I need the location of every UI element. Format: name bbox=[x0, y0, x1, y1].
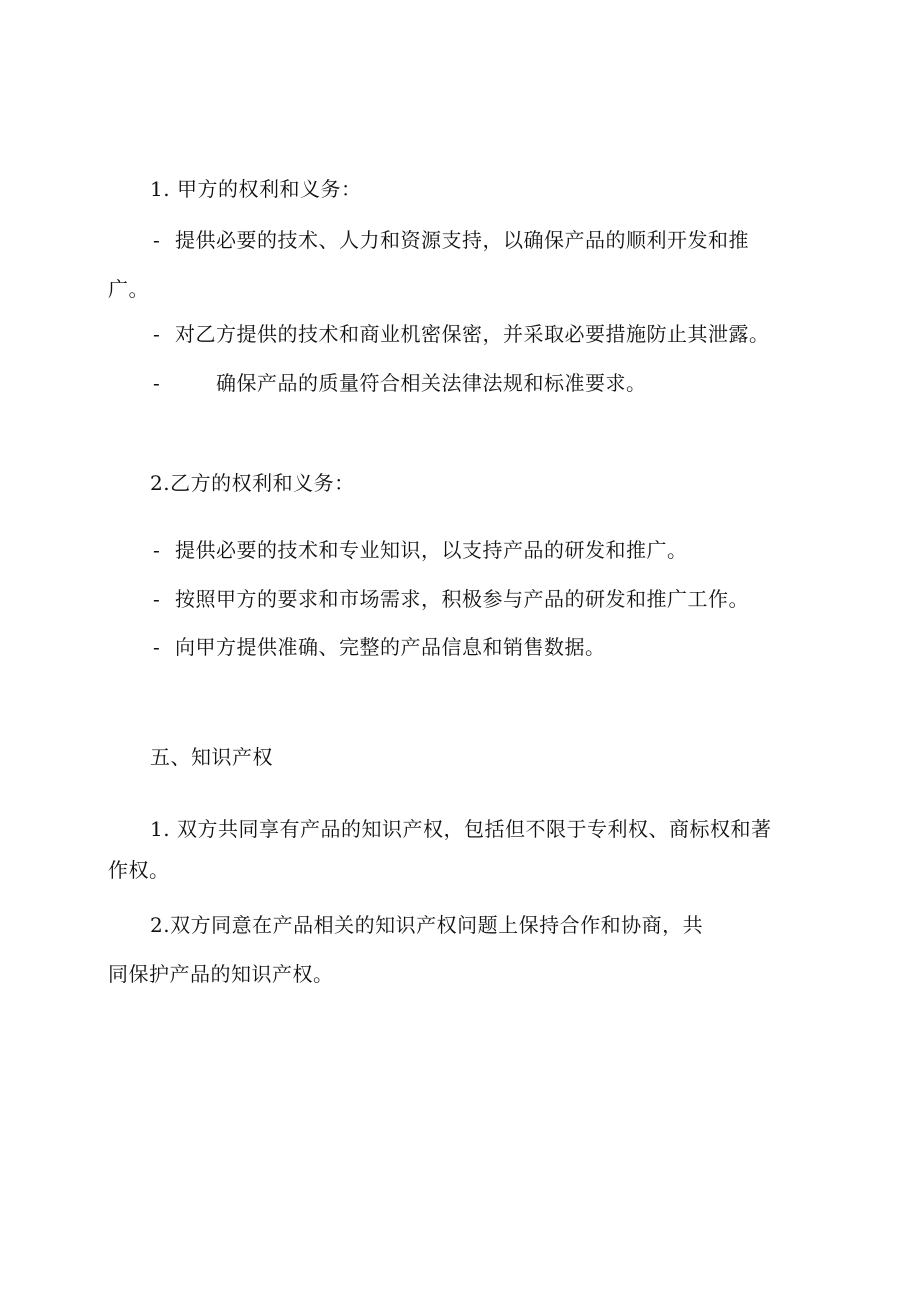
party-a-item-1-text: 提供必要的技术、人力和资源支持，以确保产品的顺利开发和推 bbox=[175, 228, 749, 252]
party-b-heading: 2.乙方的权利和义务： bbox=[150, 471, 355, 495]
party-b-item-2-text: 按照甲方的要求和市场需求，积极参与产品的研发和推广工作。 bbox=[175, 587, 749, 611]
party-b-item-2 bbox=[153, 587, 749, 611]
party-b-item-1 bbox=[153, 538, 688, 562]
bullet-dash: - bbox=[153, 322, 161, 346]
party-a-item-1-continued: 广。 bbox=[108, 277, 149, 301]
party-a-heading: 1. 甲方的权利和义务： bbox=[150, 177, 362, 201]
clause-1-line-2: 作权。 bbox=[108, 858, 170, 882]
section-5-title: 五、知识产权 bbox=[150, 745, 273, 769]
party-b-item-1-text: 提供必要的技术和专业知识，以支持产品的研发和推广。 bbox=[175, 538, 688, 562]
clause-2-line-1: 2.双方同意在产品相关的知识产权问题上保持合作和协商，共 bbox=[150, 913, 704, 937]
party-a-item-3 bbox=[153, 371, 647, 395]
clause-1-line-1: 1. 双方共同享有产品的知识产权，包括但不限于专利权、商标权和著 bbox=[150, 817, 772, 841]
party-a-item-2 bbox=[153, 322, 770, 346]
party-a-item-3-text: 确保产品的质量符合相关法律法规和标准要求。 bbox=[216, 371, 647, 395]
clause-2-line-2: 同保护产品的知识产权。 bbox=[108, 962, 334, 986]
bullet-dash: - bbox=[153, 228, 161, 252]
party-a-item-2-text: 对乙方提供的技术和商业机密保密，并采取必要措施防止其泄露。 bbox=[175, 322, 770, 346]
party-b-item-3 bbox=[153, 635, 606, 659]
bullet-dash: - bbox=[153, 635, 161, 659]
party-a-item-1 bbox=[153, 228, 749, 252]
bullet-dash: - bbox=[153, 538, 161, 562]
party-b-item-3-text: 向甲方提供准确、完整的产品信息和销售数据。 bbox=[175, 635, 606, 659]
bullet-dash: - bbox=[153, 587, 161, 611]
bullet-dash: - bbox=[153, 371, 161, 395]
